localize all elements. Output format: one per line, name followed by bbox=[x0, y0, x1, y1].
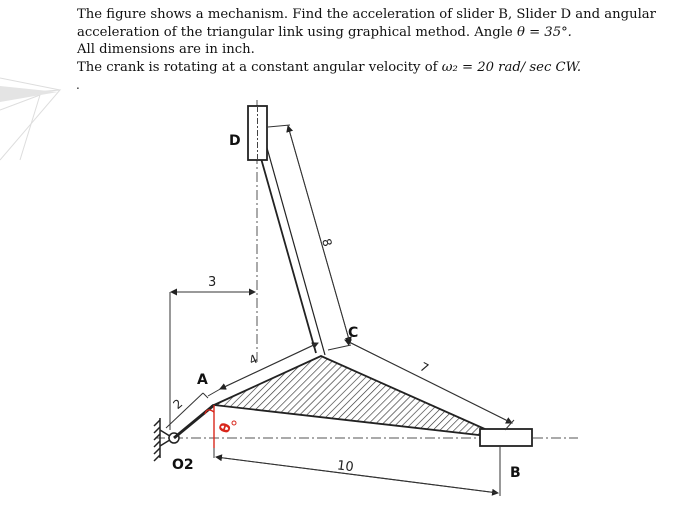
stray-dot: . bbox=[76, 78, 80, 92]
problem-line-4-text: The crank is rotating at a constant angular velocity of bbox=[77, 59, 442, 75]
dim-label-4: 4 bbox=[246, 351, 260, 368]
problem-line-3: All dimensions are in inch. bbox=[77, 42, 255, 57]
label-d: D bbox=[229, 133, 241, 149]
dim-label-2: 2 bbox=[170, 396, 186, 412]
angle-value: θ = 35°. bbox=[516, 24, 572, 40]
problem-line-2-text: acceleration of the triangular link using graphical method. Angle bbox=[77, 24, 517, 40]
angle-degree-mark bbox=[232, 421, 236, 425]
dim-label-10: 10 bbox=[336, 458, 355, 476]
label-a: A bbox=[197, 372, 208, 388]
slider-b bbox=[480, 429, 532, 446]
dimension-3 bbox=[170, 292, 255, 430]
problem-line-1: The figure shows a mechanism. Find the acceleration of slider B, Slider D and angular bbox=[77, 7, 656, 22]
link-cd-edge-1 bbox=[253, 130, 316, 353]
label-o2: O2 bbox=[172, 457, 194, 473]
link-cd-edge-2 bbox=[262, 130, 325, 355]
triangular-link bbox=[214, 356, 505, 438]
dim-label-8: 8 bbox=[319, 236, 335, 249]
dim-label-7: 7 bbox=[417, 359, 431, 376]
dimension-2 bbox=[166, 393, 208, 428]
label-c: C bbox=[348, 325, 359, 341]
dimension-8 bbox=[268, 125, 351, 350]
omega-value: ω₂ = 20 rad/ sec CW. bbox=[441, 59, 582, 75]
label-b: B bbox=[510, 465, 521, 481]
angle-theta-label: θ bbox=[216, 420, 236, 436]
angle-theta-marker bbox=[205, 405, 214, 448]
dim-label-3: 3 bbox=[208, 275, 217, 290]
